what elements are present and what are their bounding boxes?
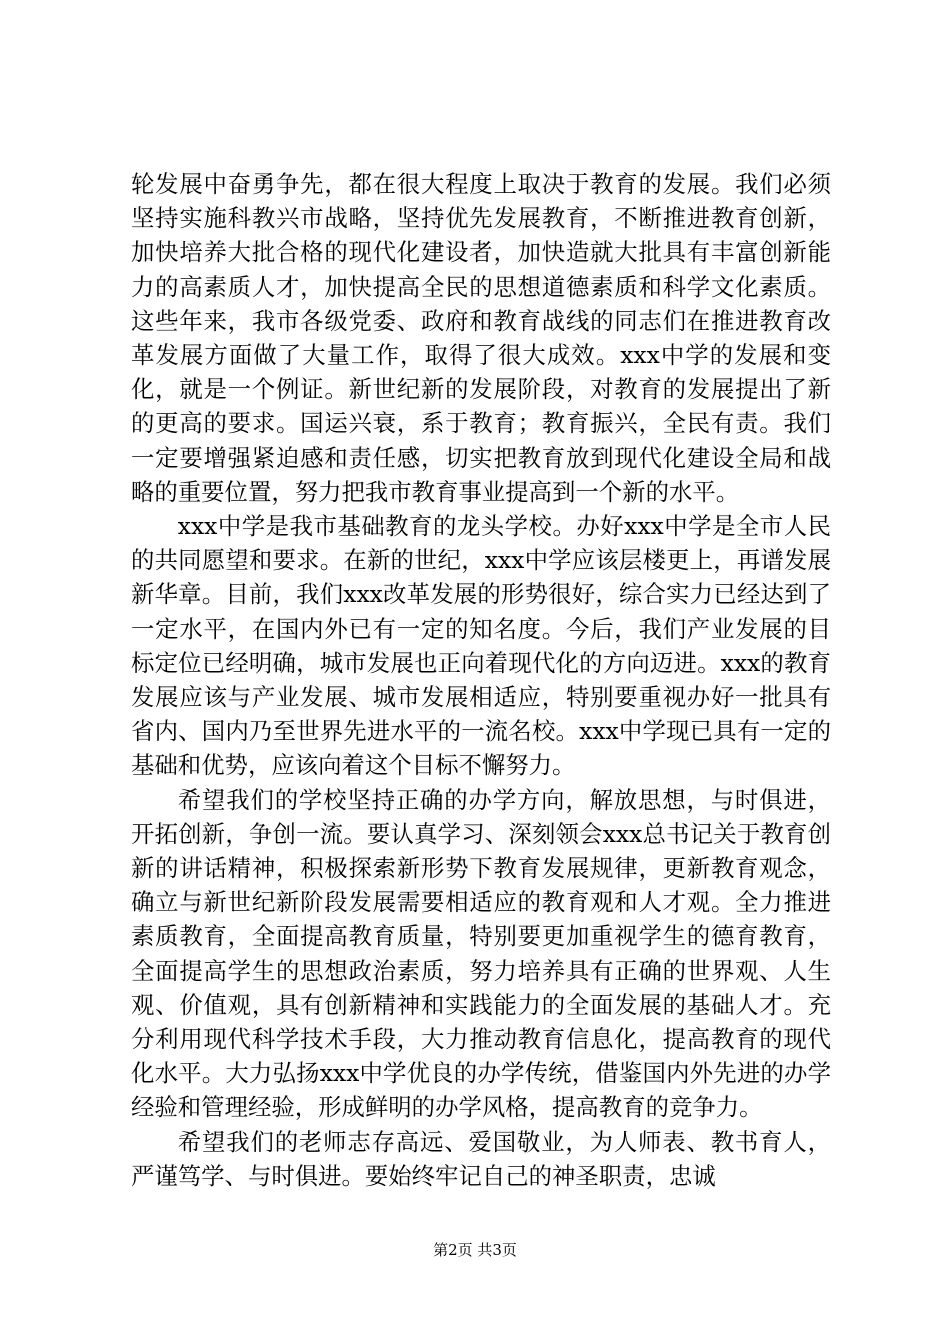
paragraph-3: 希望我们的学校坚持正确的办学方向，解放思想，与时俱进，开拓创新，争创一流。要认真学习、深刻领会xxx总书记关于教育创新的讲话精神，积极探索新形势下教育发展规律，更新教育观念，确立与新世纪新阶段发展需要相适应的教育观和人才观。全力推进素质教育，全面提高教育质量，特别要更加重视学生的德育教育，全面提高学生的思想政治素质，努力培养具有正确的世界观、人生观、价值观，具有创新精神和实践能力的全面发展的基础人才。充分利用现代科学技术手段，大力推动教育信息化，提高教育的现代化水平。大力弘扬xxx中学优良的办学传统，借鉴国内外先进的办学经验和管理经验，形成鲜明的办学风格，提高教育的竞争力。 bbox=[131, 785, 831, 1122]
page-footer: 第2页 共3页 bbox=[433, 1241, 517, 1259]
paragraph-4: 希望我们的老师志存高远、爱国敬业，为人师表、教书育人，严谨笃学、与时俱进。要始终牢记自己的神圣职责，忠诚 bbox=[131, 1127, 831, 1190]
paragraph-1: 轮发展中奋勇争先，都在很大程度上取决于教育的发展。我们必须坚持实施科教兴市战略，坚持优先发展教育，不断推进教育创新，加快培养大批合格的现代化建设者，加快造就大批具有丰富创新能力的高素质人才，加快提高全民的思想道德素质和科学文化素质。这些年来，我市各级党委、政府和教育战线的同志们在推进教育改革发展方面做了大量工作，取得了很大成效。xxx中学的发展和变化，就是一个例证。新世纪新的发展阶段，对教育的发展提出了新的更高的要求。国运兴衰，系于教育；教育振兴，全民有责。我们一定要增强紧迫感和责任感，切实把教育放到现代化建设全局和战略的重要位置，努力把我市教育事业提高到一个新的水平。 bbox=[131, 170, 831, 506]
document-body bbox=[131, 167, 831, 1193]
paragraph-2: xxx中学是我市基础教育的龙头学校。办好xxx中学是全市人民的共同愿望和要求。在新的世纪，xxx中学应该层楼更上，再谱发展新华章。目前，我们xxx改革发展的形势很好，综合实力已经达到了一定水平，在国内外已有一定的知名度。今后，我们产业发展的目标定位已经明确，城市发展也正向着现代化的方向迈进。xxx的教育发展应该与产业发展、城市发展相适应，特别要重视办好一批具有省内、国内乃至世界先进水平的一流名校。xxx中学现已具有一定的基础和优势，应该向着这个目标不懈努力。 bbox=[131, 512, 831, 780]
